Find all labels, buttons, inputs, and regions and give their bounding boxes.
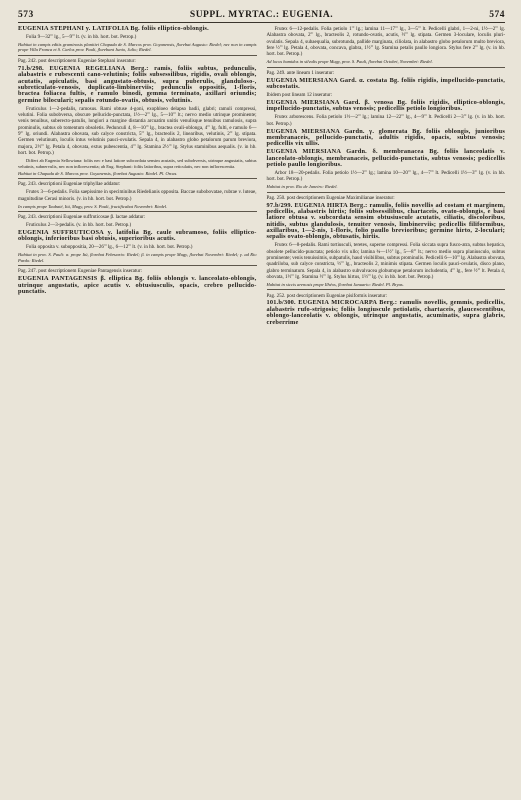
species-heading: EUGENIA STEPHANI y. LATIFOLIA Bg. foliis elliptico-oblongis. [18,25,209,32]
species-heading: EUGENIA MIERSIANA Gard. α. costata Bg. foliis rigidis, impellucido-punctatis, subcostatis. [266,76,505,91]
running-header [18,10,505,23]
habitat-note: Ad locos humidos in silvulis prope Mugy, prov. S. Pauli, florebat Octobri, Novembri: Riedel. [266,59,433,65]
description-paragraph: Frutex 6—8-pedalis. Rami tortiusculi, teretes, superne compressi. Folia siccata supra fusco-atra, subtus hepatica, obsolete pellucido-punctata; petiolo vix ullo; lamina ¾—1½'' lg., 5—8''' lt.; nervo medio supra planiusculo, subtus prominente; venis tenuissimis, subpatulis, haud visibilibus, subtus prominulis. Pedicelli 6—10''' lg. Alabastra obovata, quadriloba, sub calyce constricta, ½''' lg., bracteolis 2, minimis stipata. Germen loculis pauci-ovulatis, disco plano, glabro terminatum. Sepala 4, in alabastro subvalvacea globumque petalorum includentia, 4''' lg., fere ½''' lt. Petala 4, obovata, 1½''' lg. Stamina ½''' lg. Stylus hirtus, 1½''' lg. (v. in hb. hort. bot. Petrop.) [266,242,506,281]
description-paragraph: Folia opposita v. suboppositia, 20—26''' lg., 6—12''' lt. (v. in hb. hort. bot. Petrop.) [26,244,193,251]
species-heading: EUGENIA MIERSIANA Gardn. δ. membranacea Bg. foliis lanceolatis v. lanceolato-oblongis, membranaceis, pellucido-punctatis, subtus venosis; pedicellis petiolo paullo longioribus. [266,148,505,168]
species-heading: 71.b/298. EUGENIA REGELIANA Berg.: ramis, foliis subtus, pedunculis, alabastris e rubescenti cano-velutinis; foliis subsessilibus, rigidis, ovali oblongis, acutatis, apiculatis, basi angustato-obtusis, supra puberulis, glanduloso-, subreticulato-venosis, duplicato-limbinerviis; pedunculis oppositis, 1-floris, bractea foliacea fultis, e ramulo binodi, gemma terminato, axillari oriundis; germine biloculari; sepalis rotundo-ovatis, obtusis, velutinis. [18,64,257,104]
insertion-note: Pag. 252. post descriptionem Eugeniae pisiformis inseratur: [266,292,388,299]
divider [267,67,506,68]
description-paragraph: Fruticulus 1—2-pedalis, ramosus. Rami obtuse 4-goni, exophloeo delapso badii, glabri; ramuli compressi, velutini. Folia subobversa, obscure pellucido-punctata, 1½—2''' lg., 5—10''' lt.; nervo medio utrinque prominente; venis tenuibus, suberecto-patulis, longiori a margine distantia arcuatim unitis venulisque tenuibus ramulosis, supra prominulis, subtus ob tomentum obsoletis. Pedunculi 4, 8—10''' lg., bractea ovali-oblonga, 4''' lg. fulti, e ramulo 6—9''' lg. oriundi. Alabastra obovata, sub calyce constricta, 5''' lg., bracteolis 2, linearibus, velutinis, 2''' lg. stipata. Germen velutinum, loculis intus velutinis pauci-ovulatis. Sepala 4, in alabastro globo petalorum parum breviora, majora, 2½''' lg. Petala 4, obovata, extus pubescentia, 4''' lg. Stamina 2½''' lg. Stylus staminibus aequalis. (v. in hb. hort. bot. Petrop.) [18,105,257,157]
species-heading: EUGENIA MIERSIANA Gardn. γ. glomerata Bg. foliis oblongis, junioribus membranaceis, pellucido-punctatis, adultis rigidis, opacis, subtus venosis; pedicellis vix ullis. [266,127,505,148]
insertion-note: Pag. 249. ante lineam 1 inseratur: [266,69,335,76]
insertion-note: Pag. 250. post descriptionem Eugeniae Maximilianae inseratur: [266,194,395,201]
species-heading: 101.b/300. EUGENIA MICROCARPA Berg.: ramulis novellis, gemmis, pedicellis, alabastris rufo-strigosis; foliis longiuscule petiolatis, chartaceis, glaucescentibus, oblongo-lanceolatis v. oblongis, utrinque angustatis, acuminatis, supra glabris, creberrime [266,299,505,326]
running-title: SUPPL. MYRTAC.: EUGENIA. [189,10,334,20]
divider [18,178,257,179]
right-column [267,26,506,327]
species-heading: 97.b/299. EUGENIA HIRTA Berg.: ramulis, foliis novellis ad costam et marginem, pedicellis, alabastris hirtis; foliis subsessilibus, chartaceis, ovato-oblongis, e basi latiore obtusa v. subcordata sensim obtusiuscule acutatis, ciliatis, discoloribus, nitidis, subtus glandulosis, tenuiter venosis, limbinerviis; pedicellis filiformibus, axillaribus, 1—2-nis, 1-floris, folio paullo brevioribus; germine hirto, 2-loculari; sepalis ovato-oblongis, obtusatis, hirtis. [266,201,505,241]
description-paragraph: Fruticulus 2—3-pedalis. (v. in hb. hort. bot. Petrop.) [26,222,132,229]
divider [267,192,506,193]
habitat-note: Habitat in siccis arenosis prope Ilhéos, florebat Januario: Riedel. Pl. Bryas. [266,281,404,287]
page-number-right: 574 [489,10,505,20]
habitat-note: Habitat in campis editis graminosis planitiei Chapada de S. Marcos prov. Goyanensis, florebat Augusto: Riedel; nec non in campis prope Villa Franca et S. Carlos prov. Pauli, florebant Junio, Julio; Riedel. [18,41,257,53]
description-paragraph: Arbor 18—20-pedalis. Folia petiolo 1½—2''' lg.; lamina 10—20''' lg., 4—7''' lt. Pedicelli 1½—3''' lg. (v. in hb. hort. bot. Petrop.) [266,169,505,183]
species-heading: EUGENIA PANTAGENSIS β. elliptica Bg. foliis oblongis v. lanceolato-oblongis, utrinque angustatis, apice acutis v. obtusiusculis, opacis, crebro pellucido-punctatis. [18,275,257,296]
habitat-note: Habitat in Chapada de S. Marcos prov. Goyanensis, florebat Augusto: Riedel. Pl. Orcas. [18,170,178,176]
divider [267,289,506,290]
differential-note: Differt ab Eugenia Sellowiana: foliis nec e basi latiore subcordata sensim acutatis, sed subobversis, utrinque angustatis, subtus velutinis, subnervulis, nec non inflorescentia; ab Eug. Stephani: foliis latioribus, supra reticulatis, nec non inflorescentia. [18,157,257,169]
habitat-note: Habitat in prov. Rio de Janeiro: Riedel. [266,184,338,190]
description-paragraph: Frutex arborescens. Folia petiolo 1½—2''' lg.; lamina 12—22''' lg., 4—9''' lt. Pedicelli 2—3''' lg. (v. in hb. hort. bot. Petrop.) [266,114,505,127]
species-heading: EUGENIA SUFFRUTICOSA y. latifolia Bg. caule subramoso, foliis elliptico-oblongis, inferioribus basi obtusis, superioribus acutis. [18,229,257,243]
text-columns [18,26,505,327]
divider [18,55,257,56]
habitat-note: In campis prope Taubaté, Itú, Mugy, prov. S. Pauli, fructificabat Novembri: Riedel. [18,203,168,209]
divider [18,211,257,212]
left-column [18,26,257,327]
insertion-note: Pag. 247. post descriptionem Eugeniae Pantagensis inseratur: [18,268,142,275]
habitat-note: Habitat in prov. S. Pauli: α. prope Itú, florebat Februario: Riedel; β. in campis prope Mugy, florebat Novembri: Riedel; γ. ad Rio Pardo: Riedel. [18,252,257,263]
insertion-note: Pag. 243. descriptioni Eugeniae suffruticosae β. lactae addatur: [18,214,146,221]
description-paragraph: Frutex 3—6-pedalis. Folia saepissime in speciminibus Riedelianis opposita. Baccae subobovatae, rubrae v. luteae, magnitudine Cerasi minoris. (v. in hb. hort. bot. Petrop.) [18,189,257,202]
insertion-note: Pag. 243. descriptioni Eugeniae triphyllae addatur: [18,181,121,188]
description-paragraph: Folia 9—32''' lg., 5—9''' lt. (v. in hb. hort. bot. Petrop.) [26,33,137,40]
page-number-left: 573 [18,10,34,20]
description-paragraph: Frutex 6—12-pedalis. Folia petiolo 1''' lg.; lamina 11—17''' lg., 3—5''' lt. Pedicelli glabri, 1—2-ni, 1½—2''' lg. Alabastra obovata, 2''' lg., bracteolis 2, rotundo-ovatis, acutis, ½''' lg. stipata. Germen 3-locularе, loculis pluri-ovulatis. Sepala 4, subaequalia, subrotunda, pallide marginata, ciliolata, in alabastro globo petalorum multo breviora, fere ½''' lg. Petala 4, obovata, concava, glabra, 1½''' lg. Stamina petalis paullo longiora. Stylus fere 2''' lg. (v. in hb. hort. bot. Petrop.) [266,26,505,58]
insertion-note: Pag. 242. post descriptionem Eugeniae Stephani inseratur: [18,58,136,65]
insertion-note: Ibidem post lineam 12 inseratur: [266,92,333,99]
divider [18,265,257,266]
species-heading: EUGENIA MIERSIANA Gard. β. venosa Bg. foliis rigidis, elliptico-oblongis, impellucido-punctatis, subtus venosis; pedicellis petiolo longioribus. [266,99,505,113]
